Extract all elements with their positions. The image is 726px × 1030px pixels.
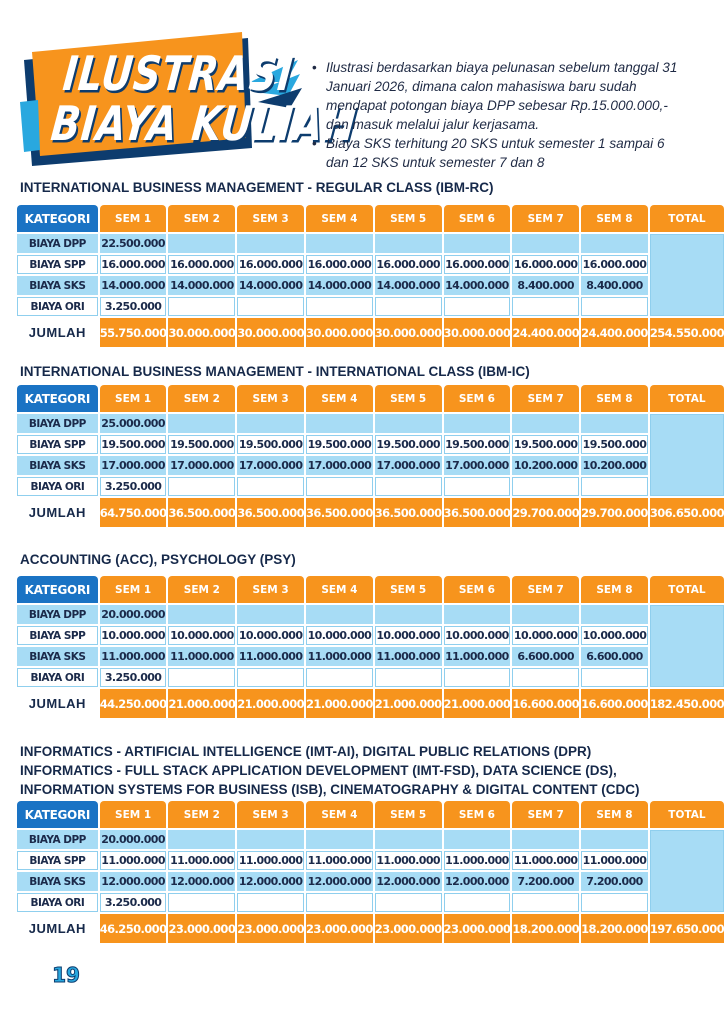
table-cell: 14.000.000 (306, 276, 373, 295)
table-cell: 11.000.000 (444, 647, 511, 666)
row-label: BIAYA DPP (17, 605, 98, 624)
table-cell: 14.000.000 (100, 276, 167, 295)
sum-row (17, 498, 724, 527)
table-cell: 3.250.000 (100, 477, 167, 496)
table-cell (306, 297, 373, 316)
sum-label: JUMLAH (17, 689, 98, 718)
table-cell (581, 477, 648, 496)
table-cell (512, 605, 579, 624)
table-cell: 14.000.000 (444, 276, 511, 295)
table-cell: 12.000.000 (237, 872, 304, 891)
column-header: TOTAL (650, 205, 724, 232)
column-header: SEM 8 (581, 205, 648, 232)
sum-cell: 21.000.000 (444, 689, 511, 718)
sum-cell: 30.000.000 (444, 318, 511, 347)
table-header-row (17, 385, 724, 412)
row-label: BIAYA SPP (17, 255, 98, 274)
table-cell (444, 234, 511, 253)
section-title: INFORMATION SYSTEMS FOR BUSINESS (ISB), CINEMATOGRAPHY & DIGITAL CONTENT (CDC) (20, 782, 640, 797)
row-label: BIAYA DPP (17, 234, 98, 253)
table-cell: 17.000.000 (100, 456, 167, 475)
table-cell: 12.000.000 (444, 872, 511, 891)
sum-cell: 30.000.000 (168, 318, 235, 347)
sum-label: JUMLAH (17, 914, 98, 943)
column-header: SEM 4 (306, 205, 373, 232)
table-row (17, 626, 724, 645)
banner-title-line-2: BIAYA KULIAH (48, 96, 360, 152)
sum-cell: 23.000.000 (444, 914, 511, 943)
table-row (17, 255, 724, 274)
table-cell (237, 477, 304, 496)
column-header: SEM 7 (512, 576, 579, 603)
column-header: SEM 7 (512, 205, 579, 232)
column-header: KATEGORI (17, 576, 98, 603)
notes-list (312, 58, 680, 172)
table-cell: 11.000.000 (375, 647, 442, 666)
table-cell (444, 668, 511, 687)
table-cell (168, 297, 235, 316)
table-cell (581, 668, 648, 687)
table-cell (375, 297, 442, 316)
table-cell: 11.000.000 (306, 647, 373, 666)
table-row (17, 851, 724, 870)
table-cell (306, 893, 373, 912)
sum-cell: 29.700.000 (512, 498, 579, 527)
table-row (17, 668, 724, 687)
table-cell (581, 414, 648, 433)
table-cell: 11.000.000 (375, 851, 442, 870)
table-cell: 3.250.000 (100, 297, 167, 316)
table-cell (306, 668, 373, 687)
fee-table (15, 383, 726, 529)
table-header-row (17, 205, 724, 232)
table-cell (168, 605, 235, 624)
column-header: SEM 5 (375, 576, 442, 603)
table-cell: 19.500.000 (306, 435, 373, 454)
table-cell: 3.250.000 (100, 668, 167, 687)
table-cell: 12.000.000 (375, 872, 442, 891)
table-row (17, 276, 724, 295)
table-cell (375, 893, 442, 912)
row-label: BIAYA ORI (17, 477, 98, 496)
sum-cell: 16.600.000 (512, 689, 579, 718)
note-item: • Biaya SKS terhitung 20 SKS untuk semester 1 sampai 6 dan 12 SKS untuk semester 7 dan 8 (312, 134, 680, 172)
table-cell (512, 668, 579, 687)
table-cell: 11.000.000 (168, 851, 235, 870)
banner-title-line-1: ILUSTRASI (60, 46, 297, 102)
table-cell (237, 668, 304, 687)
column-header: SEM 6 (444, 576, 511, 603)
table-cell (512, 414, 579, 433)
table-cell (237, 830, 304, 849)
page-number-text: 19 (52, 963, 80, 987)
table-header-row (17, 576, 724, 603)
table-cell: 17.000.000 (444, 456, 511, 475)
table-cell (237, 414, 304, 433)
sum-cell: 24.400.000 (512, 318, 579, 347)
column-header: SEM 2 (168, 801, 235, 828)
column-header: SEM 1 (100, 385, 167, 412)
fee-table (15, 203, 726, 349)
table-cell: 10.000.000 (444, 626, 511, 645)
title-banner (18, 30, 360, 170)
sum-cell: 30.000.000 (237, 318, 304, 347)
sum-cell: 36.500.000 (375, 498, 442, 527)
table-cell (512, 297, 579, 316)
table-cell: 10.200.000 (512, 456, 579, 475)
table-row (17, 456, 724, 475)
sum-row (17, 914, 724, 943)
grand-total-cell: 306.650.000 (650, 498, 724, 527)
column-header: SEM 5 (375, 205, 442, 232)
sum-row (17, 689, 724, 718)
column-header: TOTAL (650, 801, 724, 828)
sum-cell: 36.500.000 (306, 498, 373, 527)
table-cell: 19.500.000 (375, 435, 442, 454)
table-cell: 11.000.000 (237, 851, 304, 870)
table-cell: 11.000.000 (168, 647, 235, 666)
table-cell: 7.200.000 (581, 872, 648, 891)
table-cell (581, 297, 648, 316)
column-header: KATEGORI (17, 385, 98, 412)
table-cell: 19.500.000 (100, 435, 167, 454)
column-header: SEM 2 (168, 205, 235, 232)
table-cell (306, 605, 373, 624)
table-cell: 17.000.000 (237, 456, 304, 475)
table-cell: 16.000.000 (237, 255, 304, 274)
total-blank-cell (650, 414, 724, 496)
column-header: TOTAL (650, 385, 724, 412)
grand-total-cell: 182.450.000 (650, 689, 724, 718)
table-cell: 20.000.000 (100, 830, 167, 849)
column-header: SEM 1 (100, 576, 167, 603)
table-cell (168, 668, 235, 687)
table-cell (512, 234, 579, 253)
table-cell: 16.000.000 (581, 255, 648, 274)
table-cell (306, 830, 373, 849)
sum-label: JUMLAH (17, 318, 98, 347)
sum-cell: 36.500.000 (168, 498, 235, 527)
table-cell: 14.000.000 (168, 276, 235, 295)
table-row (17, 647, 724, 666)
sum-cell: 23.000.000 (375, 914, 442, 943)
section-title: ACCOUNTING (ACC), PSYCHOLOGY (PSY) (20, 552, 296, 567)
section-title: INTERNATIONAL BUSINESS MANAGEMENT - REGULAR CLASS (IBM-RC) (20, 180, 494, 195)
table-cell: 11.000.000 (100, 851, 167, 870)
table-cell: 11.000.000 (512, 851, 579, 870)
table-cell: 12.000.000 (100, 872, 167, 891)
total-blank-cell (650, 605, 724, 687)
sum-cell: 16.600.000 (581, 689, 648, 718)
column-header: SEM 3 (237, 385, 304, 412)
table-cell (581, 893, 648, 912)
table-header-row (17, 801, 724, 828)
table-cell (444, 297, 511, 316)
table-row (17, 414, 724, 433)
table-cell: 10.000.000 (375, 626, 442, 645)
table-cell: 10.000.000 (168, 626, 235, 645)
column-header: SEM 7 (512, 801, 579, 828)
table-cell (237, 893, 304, 912)
table-cell: 25.000.000 (100, 414, 167, 433)
table-cell: 19.500.000 (512, 435, 579, 454)
table-cell (444, 830, 511, 849)
sum-cell: 44.250.000 (100, 689, 167, 718)
table-row (17, 830, 724, 849)
sum-cell: 21.000.000 (306, 689, 373, 718)
table-cell: 10.000.000 (306, 626, 373, 645)
table-cell: 19.500.000 (237, 435, 304, 454)
total-blank-cell (650, 830, 724, 912)
sum-cell: 24.400.000 (581, 318, 648, 347)
table-cell (306, 234, 373, 253)
sum-label: JUMLAH (17, 498, 98, 527)
sum-cell: 30.000.000 (306, 318, 373, 347)
table-row (17, 297, 724, 316)
row-label: BIAYA ORI (17, 893, 98, 912)
column-header: SEM 3 (237, 801, 304, 828)
table-cell: 3.250.000 (100, 893, 167, 912)
sum-cell: 64.750.000 (100, 498, 167, 527)
table-cell: 17.000.000 (168, 456, 235, 475)
table-row (17, 477, 724, 496)
table-cell: 6.600.000 (581, 647, 648, 666)
table-cell (375, 234, 442, 253)
table-cell (168, 234, 235, 253)
column-header: SEM 4 (306, 801, 373, 828)
table-cell (168, 477, 235, 496)
sum-cell: 36.500.000 (444, 498, 511, 527)
sum-cell: 29.700.000 (581, 498, 648, 527)
grand-total-cell: 197.650.000 (650, 914, 724, 943)
table-cell: 14.000.000 (237, 276, 304, 295)
sum-cell: 30.000.000 (375, 318, 442, 347)
table-row (17, 435, 724, 454)
table-cell (512, 893, 579, 912)
section-title: INFORMATICS - FULL STACK APPLICATION DEVELOPMENT (IMT-FSD), DATA SCIENCE (DS), (20, 763, 617, 778)
sum-cell: 55.750.000 (100, 318, 167, 347)
row-label: BIAYA SPP (17, 626, 98, 645)
table-cell (375, 605, 442, 624)
fee-table (15, 574, 726, 720)
table-cell (375, 477, 442, 496)
column-header: KATEGORI (17, 801, 98, 828)
table-cell: 11.000.000 (237, 647, 304, 666)
table-cell: 11.000.000 (444, 851, 511, 870)
table-cell: 16.000.000 (444, 255, 511, 274)
table-cell: 8.400.000 (581, 276, 648, 295)
sum-cell: 21.000.000 (375, 689, 442, 718)
table-cell: 19.500.000 (168, 435, 235, 454)
table-cell: 10.000.000 (100, 626, 167, 645)
row-label: BIAYA SKS (17, 456, 98, 475)
column-header: SEM 5 (375, 385, 442, 412)
column-header: SEM 3 (237, 205, 304, 232)
sum-cell: 23.000.000 (306, 914, 373, 943)
table-cell (512, 830, 579, 849)
table-cell: 16.000.000 (306, 255, 373, 274)
table-cell (237, 605, 304, 624)
table-cell: 7.200.000 (512, 872, 579, 891)
row-label: BIAYA DPP (17, 830, 98, 849)
table-cell (168, 830, 235, 849)
row-label: BIAYA ORI (17, 668, 98, 687)
table-cell (375, 414, 442, 433)
table-cell (168, 893, 235, 912)
table-cell: 16.000.000 (100, 255, 167, 274)
sum-cell: 23.000.000 (168, 914, 235, 943)
row-label: BIAYA SKS (17, 647, 98, 666)
column-header: SEM 4 (306, 385, 373, 412)
table-row (17, 605, 724, 624)
row-label: BIAYA ORI (17, 297, 98, 316)
sum-cell: 36.500.000 (237, 498, 304, 527)
sum-cell: 18.200.000 (512, 914, 579, 943)
column-header: SEM 1 (100, 205, 167, 232)
table-cell: 17.000.000 (306, 456, 373, 475)
table-cell: 10.200.000 (581, 456, 648, 475)
table-cell: 12.000.000 (306, 872, 373, 891)
table-cell (375, 830, 442, 849)
sum-cell: 46.250.000 (100, 914, 167, 943)
column-header: SEM 8 (581, 801, 648, 828)
table-cell: 10.000.000 (512, 626, 579, 645)
table-cell (581, 234, 648, 253)
section-title: INFORMATICS - ARTIFICIAL INTELLIGENCE (IMT-AI), DIGITAL PUBLIC RELATIONS (DPR) (20, 744, 592, 759)
table-cell: 12.000.000 (168, 872, 235, 891)
column-header: SEM 7 (512, 385, 579, 412)
table-cell: 20.000.000 (100, 605, 167, 624)
table-row (17, 234, 724, 253)
table-row (17, 872, 724, 891)
table-cell: 10.000.000 (581, 626, 648, 645)
table-cell (444, 605, 511, 624)
column-header: SEM 6 (444, 801, 511, 828)
sum-cell: 21.000.000 (168, 689, 235, 718)
row-label: BIAYA DPP (17, 414, 98, 433)
sum-cell: 18.200.000 (581, 914, 648, 943)
table-cell: 11.000.000 (306, 851, 373, 870)
sum-row (17, 318, 724, 347)
table-cell (512, 477, 579, 496)
page-number (51, 962, 81, 988)
column-header: SEM 6 (444, 205, 511, 232)
table-cell: 8.400.000 (512, 276, 579, 295)
table-cell: 19.500.000 (581, 435, 648, 454)
table-cell (444, 893, 511, 912)
column-header: SEM 2 (168, 576, 235, 603)
table-cell: 17.000.000 (375, 456, 442, 475)
table-cell: 16.000.000 (512, 255, 579, 274)
table-cell (581, 605, 648, 624)
column-header: SEM 8 (581, 385, 648, 412)
table-cell (306, 477, 373, 496)
sum-cell: 23.000.000 (237, 914, 304, 943)
column-header: SEM 1 (100, 801, 167, 828)
table-cell: 6.600.000 (512, 647, 579, 666)
section-title: INTERNATIONAL BUSINESS MANAGEMENT - INTERNATIONAL CLASS (IBM-IC) (20, 364, 530, 379)
column-header: SEM 3 (237, 576, 304, 603)
fee-table (15, 799, 726, 945)
column-header: SEM 8 (581, 576, 648, 603)
table-cell: 19.500.000 (444, 435, 511, 454)
column-header: KATEGORI (17, 205, 98, 232)
column-header: SEM 2 (168, 385, 235, 412)
row-label: BIAYA SKS (17, 872, 98, 891)
table-cell (581, 830, 648, 849)
row-label: BIAYA SPP (17, 435, 98, 454)
table-cell: 14.000.000 (375, 276, 442, 295)
column-header: SEM 4 (306, 576, 373, 603)
column-header: TOTAL (650, 576, 724, 603)
table-cell (375, 668, 442, 687)
table-cell: 16.000.000 (375, 255, 442, 274)
table-cell: 10.000.000 (237, 626, 304, 645)
row-label: BIAYA SKS (17, 276, 98, 295)
total-blank-cell (650, 234, 724, 316)
note-item: • Ilustrasi berdasarkan biaya pelunasan sebelum tanggal 31 Januari 2026, dimana calon mahasiswa baru sudah mendapat potongan biaya DPP sebesar Rp.15.000.000,- dan masuk melalui jalur kerjasama. (312, 58, 680, 134)
table-cell (444, 477, 511, 496)
table-cell (237, 234, 304, 253)
grand-total-cell: 254.550.000 (650, 318, 724, 347)
table-cell (168, 414, 235, 433)
table-row (17, 893, 724, 912)
row-label: BIAYA SPP (17, 851, 98, 870)
table-cell (237, 297, 304, 316)
sum-cell: 21.000.000 (237, 689, 304, 718)
table-cell: 16.000.000 (168, 255, 235, 274)
table-cell: 11.000.000 (581, 851, 648, 870)
column-header: SEM 6 (444, 385, 511, 412)
column-header: SEM 5 (375, 801, 442, 828)
table-cell (444, 414, 511, 433)
table-cell: 22.500.000 (100, 234, 167, 253)
table-cell: 11.000.000 (100, 647, 167, 666)
table-cell (306, 414, 373, 433)
